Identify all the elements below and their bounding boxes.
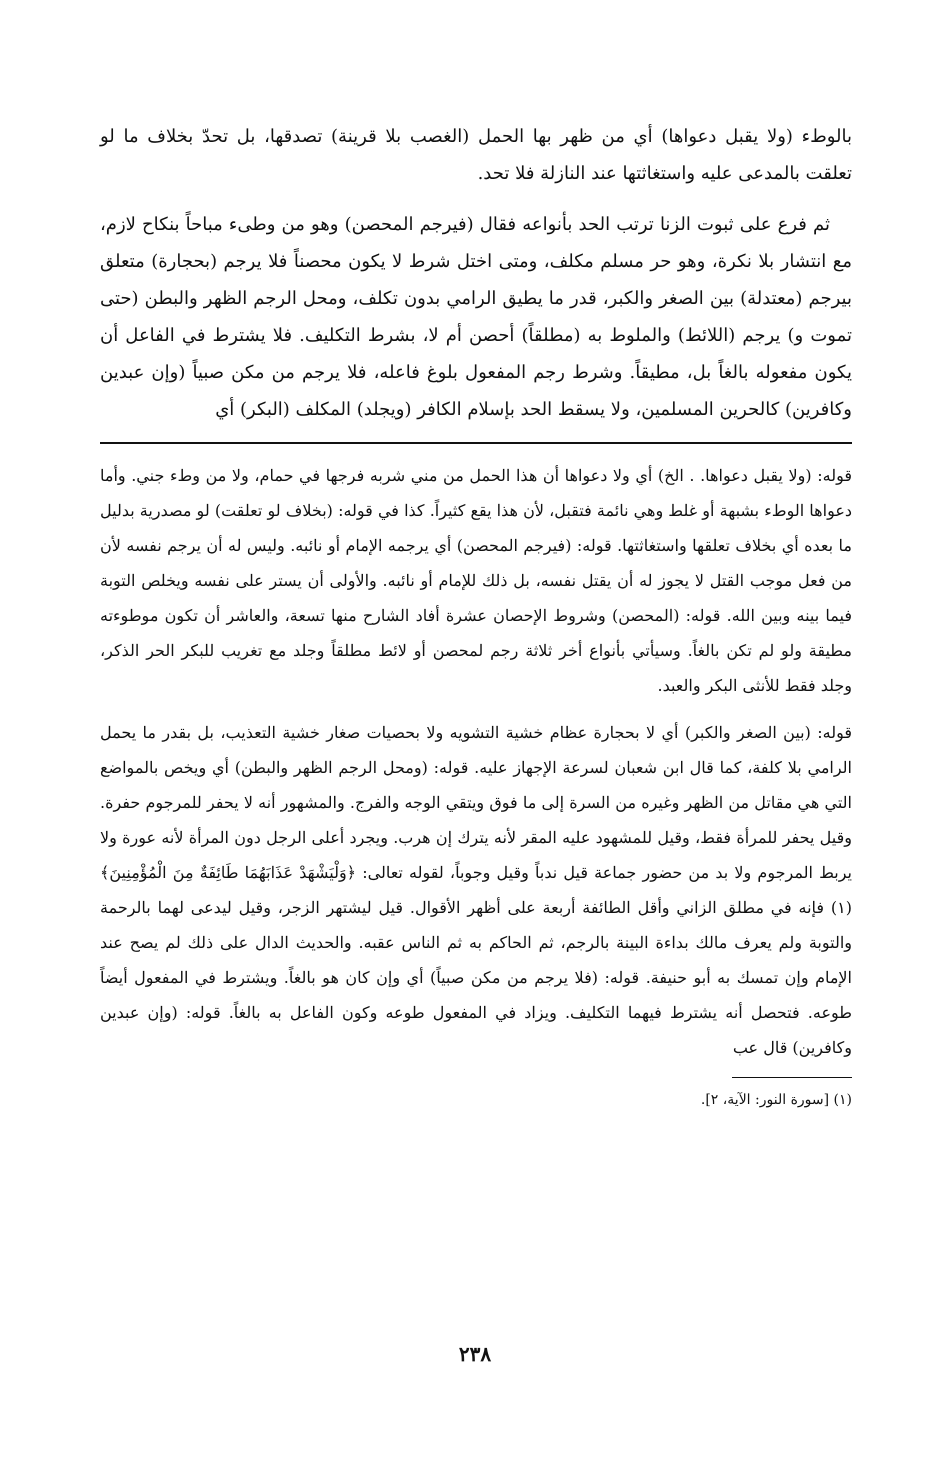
main-paragraph: ثم فرع على ثبوت الزنا ترتب الحد بأنواعه فقال (فيرجم المحصن) وهو من وطىء مباحاً بنكاح لازم، مع انتشار بلا نكرة، وهو حر مسلم مكلف، ومتى اختل شرط لا يكون محصناً فلا يرجم (بحجارة) متعلق بيرجم (معتدلة) بين الصغر والكبر، قدر ما يطيق الرامي بدون تكلف، ومحل الرجم الظهر والبطن (حتى تموت و) يرجم (اللائط) والملوط به (مطلقاً) أحصن أم لا، بشرط التكليف. فلا يشترط في الفاعل أن يكون مفعوله بالغاً بل، مطيقاً. وشرط رجم المفعول بلوغ فاعله، فلا يرجم من مكن صبياً (وإن عبدين وكافرين) كالحرين المسلمين، ولا يسقط الحد بإسلام الكافر (ويجلد) المكلف (البكر) أي <box>100 214 852 420</box>
main-text <box>100 118 852 428</box>
footnote: (١) [سورة النور: الآية، ٢]. <box>700 1092 852 1108</box>
page-body <box>100 118 852 1112</box>
note-paragraph: قوله: (بين الصغر والكبر) أي لا بحجارة عظام خشية التشويه ولا بحصيات صغار خشية التعذيب، بل بقدر ما يحمل الرامي بلا كلفة، كما قال ابن شعبان لسرعة الإجهاز عليه. قوله: (ومحل الرجم الظهر والبطن) أي ويخص بالمواضع التي هي مقاتل من الظهر وغيره من السرة إلى ما فوق ويتقي الوجه والفرج. والمشهور أنه لا يحفر للمرجوم حفرة. وقيل يحفر للمرأة فقط، وقيل للمشهود عليه المقر لأنه يترك إن هرب. ويجرد أعلى الرجل دون المرأة لأنه عورة ولا يربط المرجوم ولا بد من حضور جماعة قيل ندباً وقيل وجوباً، لقوله تعالى: ﴿وَلْيَشْهَدْ عَذَابَهُمَا طَائِفَةٌ مِنَ الْمُؤْمِنِينَ﴾(١) فإنه في مطلق الزاني وأقل الطائفة أربعة على أظهر الأقوال. قيل ليشتهر الزجر، وقيل ليدعى لهما بالرحمة والتوبة ولم يعرف مالك بداءة البينة بالرجم، ثم الحاكم به ثم الناس عقبه. والحديث الدال على ذلك لم يصح عند الإمام وإن تمسك به أبو حنيفة. قوله: (فلا يرجم من مكن صبياً) أي وإن كان هو بالغاً. ويشترط في المفعول أيضاً طوعه. فتحصل أنه يشترط فيهما التكليف. ويزاد في المفعول طوعه وكون الفاعل به بالغاً. قوله: (وإن عبدين وكافرين) قال عب <box>100 723 853 1057</box>
footnote-divider <box>732 1077 852 1078</box>
page-number: ٢٣٨ <box>458 1342 492 1366</box>
main-paragraph: بالوطء (ولا يقبل دعواها) أي من ظهر بها الحمل (الغصب بلا قرينة) تصدقها، بل تحدّ بخلاف ما لو تعلقت بالمدعى عليه واستغاثتها عند النازلة فلا تحد. <box>100 126 852 184</box>
text-divider <box>100 442 852 444</box>
note-paragraph: قوله: (ولا يقبل دعواها. . الخ) أي ولا دعواها أن هذا الحمل من مني شربه فرجها في حمام، ولا من وطء جني. وأما دعواها الوطء بشبهة أو غلط وهي نائمة فتقبل، لأن هذا يقع كثيراً. كذا في قوله: (بخلاف لو تعلقت) لو مصدرية بدليل ما بعده أي بخلاف تعلقها واستغاثتها. قوله: (فيرجم المحصن) أي يرجمه الإمام أو نائبه. وليس له أن يرجم نفسه لأن من فعل موجب القتل لا يجوز له أن يقتل نفسه، بل ذلك للإمام أو نائبه. والأولى أن يستر على نفسه ويخلص التوبة فيما بينه وبين الله. قوله: (المحصن) وشروط الإحصان عشرة أفاد الشارح منها تسعة، والعاشر أن تكون موطوءته مطيقة ولو لم تكن بالغاً. وسيأتي بأنواع أخر ثلاثة رجم لمحصن أو لائط مطلقاً وجلد مع تغريب للبكر الحر الذكر، وجلد فقط للأنثى البكر والعبد. <box>100 466 852 695</box>
commentary-notes <box>100 458 852 1065</box>
